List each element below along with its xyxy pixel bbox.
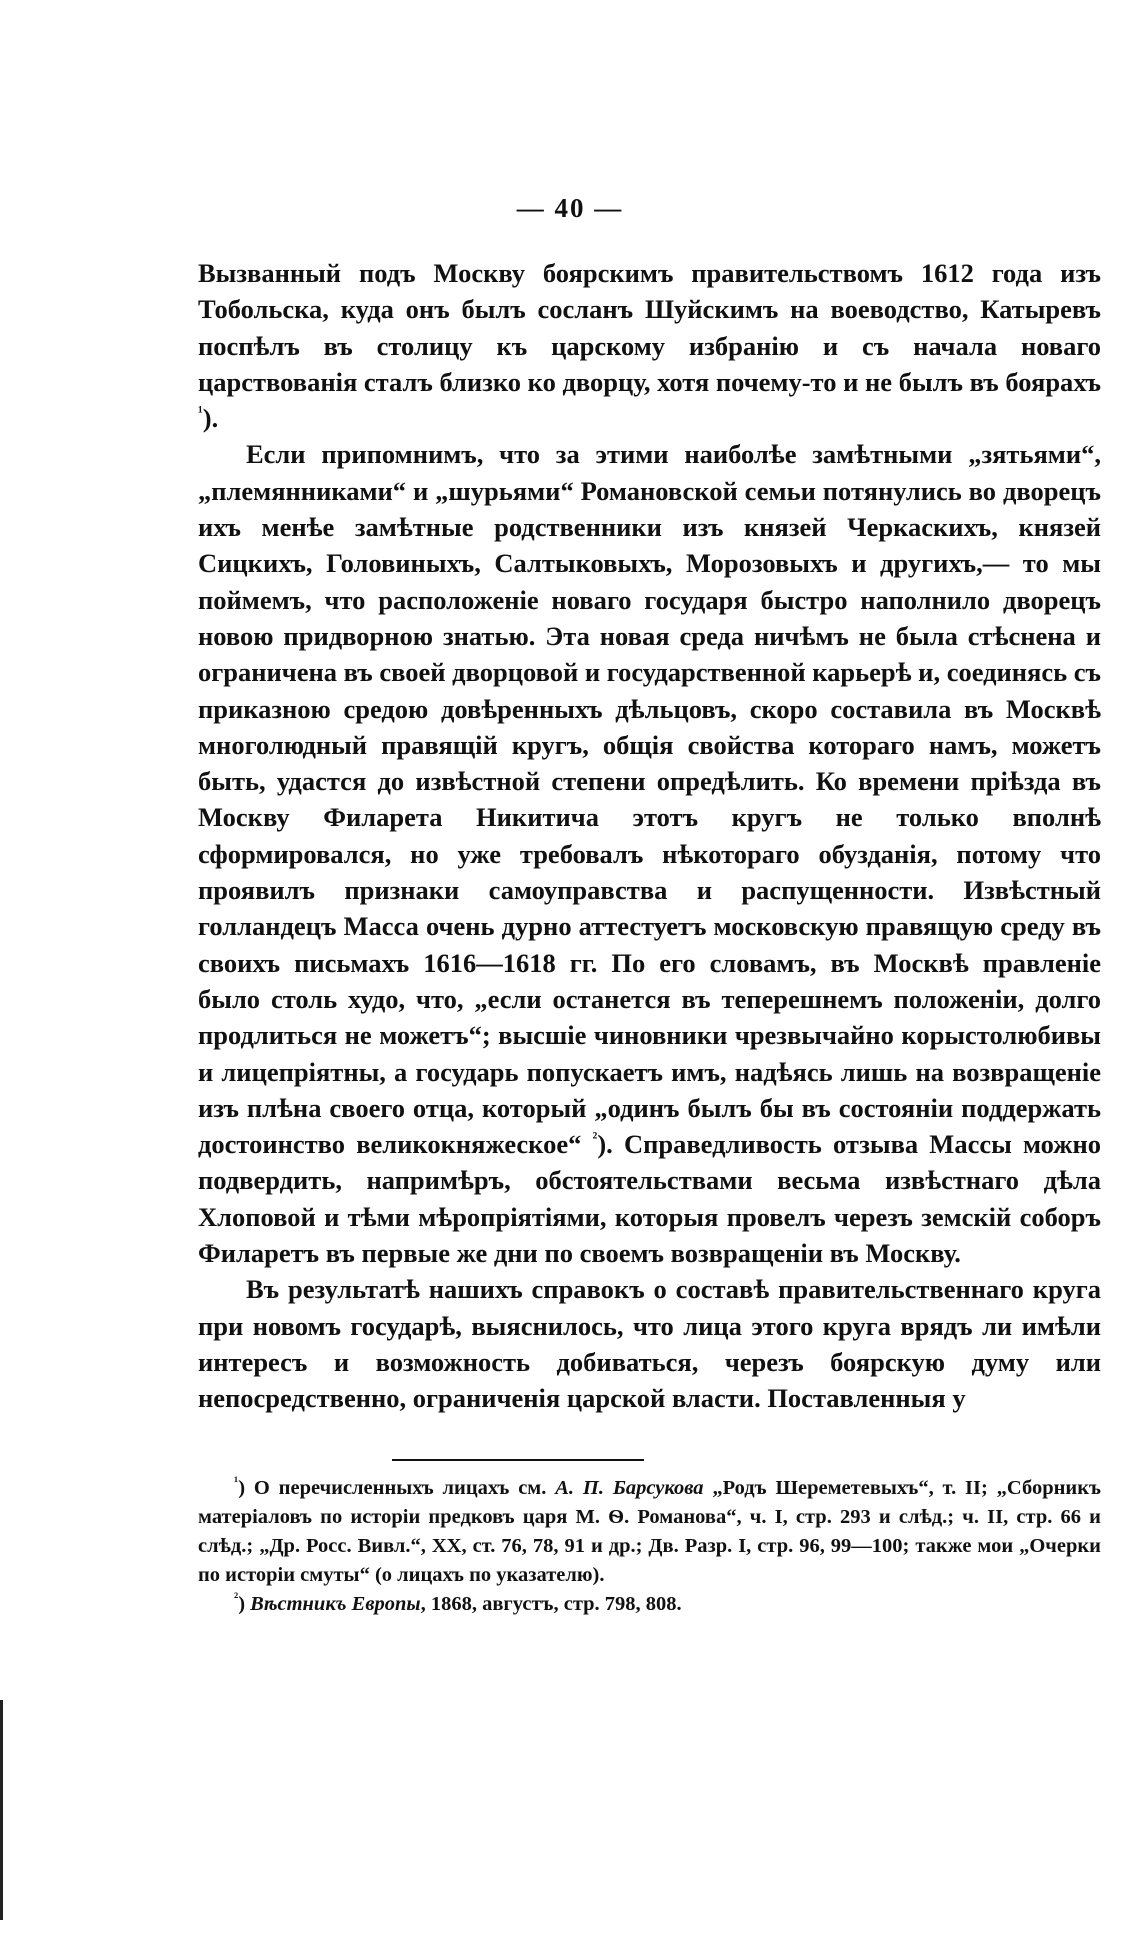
footnote-text: ) О перечисленныхъ лицахъ см. xyxy=(238,1477,556,1499)
paragraph xyxy=(198,1271,1101,1416)
footnote-divider xyxy=(392,1459,644,1461)
footnote xyxy=(198,1590,1101,1619)
footnote-reference: ¹ xyxy=(198,404,203,422)
paragraph-text: Если припомнимъ, что за этими наиболѣе замѣтными „зятьями“, „племянниками“ и „шурьями“ Романовской семьи потянулись во дворецъ ихъ менѣе замѣтные родственники изъ князей Черкаскихъ, князей Сицкихъ, Головиныхъ, Салтыковыхъ, Морозовыхъ и другихъ,— то мы поймемъ, что расположеніе новаго государя быстро наполнило дворецъ новою придворною знатью. Эта новая среда ничѣмъ не была стѣснена и ограничена въ своей дворцовой и государственной карьерѣ и, соединясь съ приказною средою довѣренныхъ дѣльцовъ, скоро составила въ Москвѣ многолюдный правящій кругъ, общія свойства котораго намъ, можетъ быть, удастся до извѣстной степени опредѣлить. Ко времени пріѣзда въ Москву Филарета Никитича этотъ кругъ не только вполнѣ сформировался, но уже требовалъ нѣкотораго обузданія, потому что проявилъ признаки самоуправства и распущенности. Извѣстный голландецъ Масса очень дурно аттестуетъ московскую правящую среду въ своихъ письмахъ 1616—1618 гг. По его словамъ, въ Москвѣ правленіе было столь худо, что, „если останется въ теперешнемъ положеніи, долго продлиться не можетъ“; высшіе чиновники чрезвычайно корыстолюбивы и лицепріятны, а государь попускаетъ имъ, надѣясь лишь на возвращеніе изъ плѣна своего отца, который „одинъ былъ бы въ состояніи поддержать достоинство великокняжеское“ xyxy=(198,439,1102,1160)
footnote-mark: ¹ xyxy=(234,1475,239,1491)
footnote-source: Вѣстникъ Европы xyxy=(250,1593,421,1615)
paragraph-text: Вызванный подъ Москву боярскимъ правительствомъ 1612 года изъ Тобольска, куда онъ былъ сосланъ Шуйскимъ на воеводство, Катыревъ поспѣлъ въ столицу къ царскому избранію и съ начала новаго царствованія сталъ близко ко дворцу, хотя почему-то и не былъ въ боярахъ xyxy=(198,258,1101,397)
footnote-reference: ² xyxy=(592,1130,598,1148)
footnote-author: А. П. Барсукова xyxy=(555,1477,704,1499)
page-number: — 40 — xyxy=(516,193,624,223)
paragraph-text: Въ результатѣ нашихъ справокъ о составѣ правительственнаго круга при новомъ государѣ, выяснилось, что лица этого круга врядъ ли имѣли интересъ и возможность добиваться, черезъ боярскую думу или непосредственно, ограниченія царской власти. Поставленныя у xyxy=(198,1274,1101,1414)
footnote-mark: ² xyxy=(234,1591,239,1607)
scan-edge-mark xyxy=(0,1700,3,1920)
paragraph-text: ). xyxy=(202,403,219,434)
footnote-text: ) xyxy=(238,1593,251,1615)
main-text xyxy=(198,255,1101,1417)
footnote-text: , 1868, августъ, стр. 798, 808. xyxy=(420,1593,682,1615)
footnote xyxy=(198,1474,1101,1590)
footnote-text: „Родъ Шереметевыхъ“, т. II; „Сборникъ матеріаловъ по исторіи предковъ царя М. Ѳ. Романова“, ч. I, стр. 293 и слѣд.; ч. II, стр. 66 и слѣд.; „Др. Росс. Вивл.“, XX, ст. 76, 78, 91 и др.; Дв. Разр. I, стр. 96, 99—100; также мои „Очерки по исторіи смуты“ (о лицахъ по указателю). xyxy=(198,1477,1102,1586)
paragraph xyxy=(198,255,1101,436)
paragraph xyxy=(198,436,1101,1271)
footnotes xyxy=(198,1474,1101,1619)
paragraph-text: ). Справедливость отзыва Массы можно подвердить, напримѣръ, обстоятельствами весьма извѣстнаго дѣла Хлоповой и тѣми мѣропріятіями, которыя провелъ черезъ земскій соборъ Филаретъ въ первые же дни по своемъ возвращеніи въ Москву. xyxy=(198,1129,1101,1269)
